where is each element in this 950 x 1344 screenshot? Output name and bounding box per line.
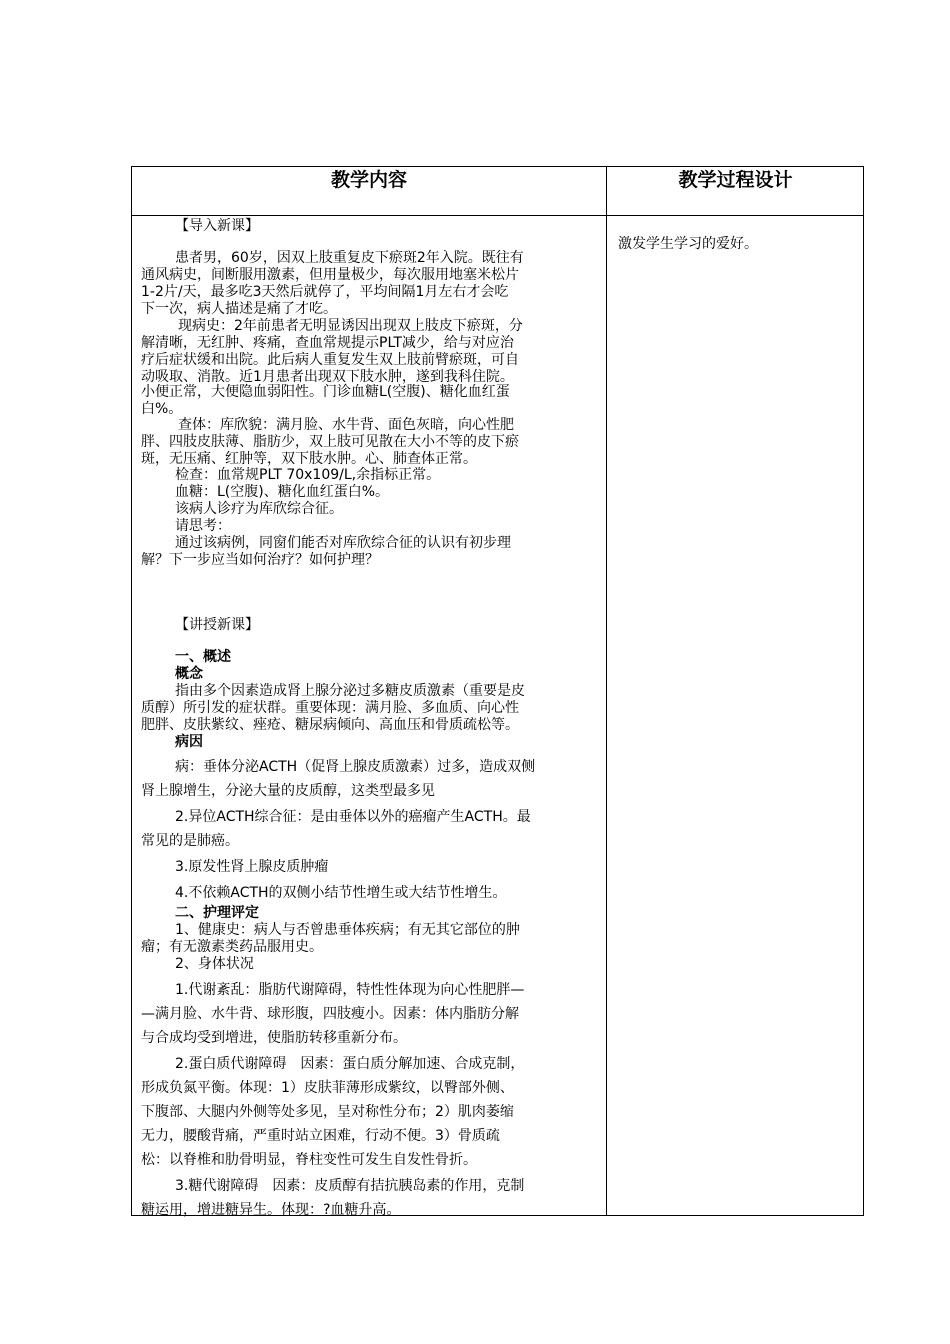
cause-line: 4.不依赖ACTH的双侧小结节性增生或大结节性增生。 [175, 885, 507, 901]
history-line: 瘤；有无激素类药品服用史。 [141, 939, 323, 955]
body-line: 1.代谢紊乱：脂肪代谢障碍，特性性体现为向心性肥胖— [175, 982, 525, 998]
case-line: 疗后症状缓和出院。此后病人重复发生双上肢前臂瘀斑，可自 [141, 352, 519, 368]
case-line: 患者男，60岁，因双上肢重复皮下瘀斑2年入院。既往有 [175, 250, 524, 266]
cause-title: 病因 [175, 734, 203, 750]
case-line: 请思考： [175, 518, 231, 534]
process-note: 激发学生学习的爱好。 [618, 236, 758, 252]
case-line: 下一次，病人描述是痛了才吃。 [141, 301, 337, 317]
body-line: 2.蛋白质代谢障碍 因素：蛋白质分解加速、合成克制， [175, 1056, 525, 1072]
case-line: 检查：血常规PLT 70x109/L,余指标正常。 [175, 467, 441, 483]
case-line: 动吸取、消散。近1月患者出现双下肢水肿，遂到我科住院。 [141, 369, 514, 385]
body-line: 形成负氮平衡。体现：1）皮肤菲薄形成紫纹，以臀部外侧、 [141, 1080, 514, 1096]
case-line: 该病人诊疗为库欣综合征。 [175, 501, 343, 517]
concept-line: 指由多个因素造成肾上腺分泌过多糖皮质激素（重要是皮 [175, 683, 525, 699]
cause-line: 常见的是肺癌。 [141, 833, 239, 849]
header-teaching-process: 教学过程设计 [678, 169, 793, 191]
body-line: 松：以脊椎和肋骨明显，脊柱变性可发生自发性骨折。 [141, 1152, 477, 1168]
concept-line: 肥胖、皮肤紫纹、痤疮、糖尿病倾向、高血压和骨质疏松等。 [141, 717, 519, 733]
body-line: 下腹部、大腿内外侧等处多见，呈对称性分布；2）肌肉萎缩 [141, 1104, 514, 1120]
header-teaching-content: 教学内容 [330, 169, 407, 191]
lesson-plan-table [131, 166, 864, 1216]
intro-heading: 【导入新课】 [175, 218, 259, 234]
cause-line: 肾上腺增生，分泌大量的皮质醇，这类型最多见 [141, 783, 435, 799]
history-line: 2、身体状况 [175, 956, 254, 972]
case-line: 斑，无压痛、红肿等，双下肢水肿。心、肺查体正常。 [141, 451, 477, 467]
case-line: 血糖：L(空腹)、糖化血红蛋白%。 [175, 484, 390, 500]
body-line: 无力，腰酸背痛，严重时站立困难，行动不便。3）骨质疏 [141, 1128, 500, 1144]
section-1-title: 一、概述 [175, 649, 231, 665]
concept-title: 概念 [175, 666, 203, 682]
cause-line: 3.原发性肾上腺皮质肿瘤 [175, 859, 329, 875]
new-lesson-heading: 【讲授新课】 [175, 617, 259, 633]
section-2-title: 二、护理评定 [175, 905, 259, 921]
case-line: 胖、四肢皮肤薄、脂肪少，双上肢可见散在大小不等的皮下瘀 [141, 434, 519, 450]
case-line: 查体：库欣貌：满月脸、水牛背、面色灰暗，向心性肥 [178, 417, 514, 433]
cause-line: 病：垂体分泌ACTH（促肾上腺皮质激素）过多，造成双侧 [175, 759, 536, 775]
case-line: 通风病史，间断服用激素，但用量极少，每次服用地塞米松片 [141, 267, 519, 283]
case-line: 解？下一步应当如何治疗？如何护理？ [141, 552, 379, 568]
body-line: 糖运用，增进糖异生。体现：?血糖升高。 [141, 1202, 401, 1218]
cause-line: 2.异位ACTH综合征：是由垂体以外的癌瘤产生ACTH。最 [175, 809, 531, 825]
column-divider [606, 167, 607, 1215]
concept-line: 质醇）所引发的症状群。重要体现：满月脸、多血质、向心性 [141, 700, 519, 716]
body-line: —满月脸、水牛背、球形腹，四肢瘦小。因素：体内脂肪分解 [141, 1006, 519, 1022]
case-line: 1-2片/天，最多吃3天然后就停了，平均间隔1月左右才会吃 [141, 284, 509, 300]
history-line: 1、健康史：病人与否曾患垂体疾病；有无其它部位的肿 [175, 922, 520, 938]
case-line: 白%。 [141, 401, 183, 417]
case-line: 小便正常，大便隐血弱阳性。门诊血糖L(空腹)、糖化血红蛋 [141, 384, 510, 400]
body-line: 3.糖代谢障碍 因素：皮质醇有拮抗胰岛素的作用，克制 [175, 1178, 525, 1194]
case-line: 通过该病例，同窗们能否对库欣综合征的认识有初步理 [175, 535, 511, 551]
case-line: 解清晰，无红肿、疼痛，查血常规提示PLT减少，给与对应治 [141, 335, 514, 351]
body-line: 与合成均受到增进，使脂肪转移重新分布。 [141, 1030, 407, 1046]
case-line: 现病史：2年前患者无明显诱因出现双上肢皮下瘀斑，分 [178, 318, 523, 334]
